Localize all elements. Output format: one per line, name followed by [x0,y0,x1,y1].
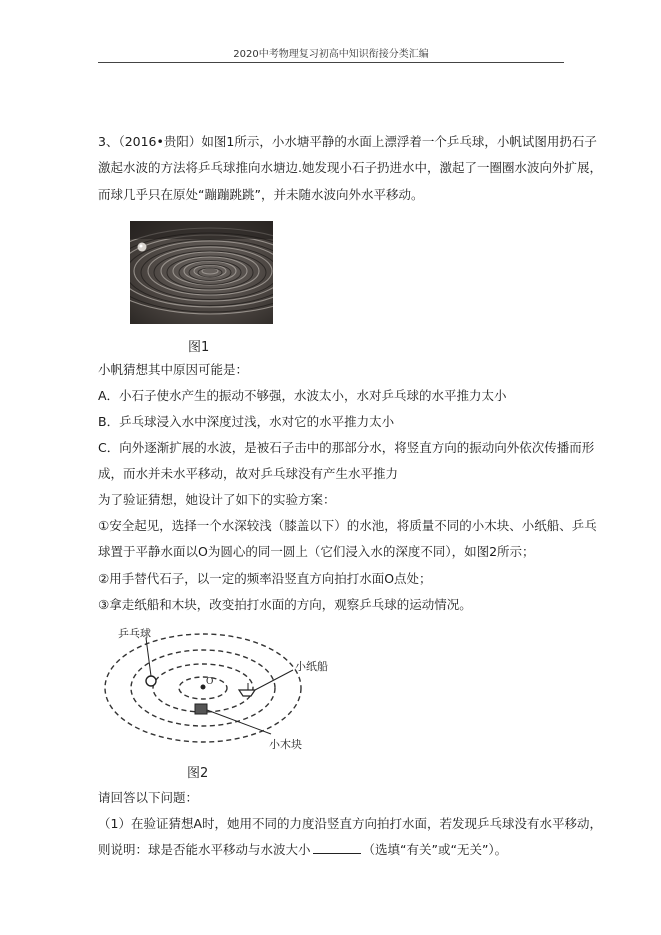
step-3: ③拿走纸船和木块，改变拍打水面的方向，观察乒乓球的运动情况。 [98,597,472,612]
question-1-line-2 [98,840,564,860]
ping-pong-ball-marker [146,676,156,686]
paper-boat-marker [239,690,255,696]
figure1-ripple-photo [130,221,273,324]
guess-intro: 小帆猜想其中原因可能是： [98,362,249,377]
center-point [201,685,206,690]
wood-block-marker [195,704,207,714]
option-a: A．小石子使水产生的振动不够强，水波太小，水对乒乓球的水平推力太小 [98,388,507,403]
ball-label: 乒乓球 [118,627,151,640]
answer-intro: 请回答以下问题： [98,790,199,805]
option-b: B．乒乓球浸入水中深度过浅，水对它的水平推力太小 [98,414,395,429]
header-divider [98,62,564,63]
question-line-1: 3、（2016•贵阳）如图1所示，小水塘平静的水面上漂浮着一个乒乓球，小帆试图用扔石子 [98,134,597,149]
question-1-text-after-blank: （选填“有关”或“无关”）。 [362,842,508,857]
block-label: 小木块 [269,738,302,751]
center-label: O [206,677,214,687]
question-1-line-1: （1）在验证猜想A时，她用不同的力度沿竖直方向拍打水面，若发现乒乓球没有水平移动， [98,816,603,831]
boat-leader-line [255,670,293,690]
figure2-diagram [103,626,343,752]
step-2: ②用手替代石子，以一定的频率沿竖直方向拍打水面O点处； [98,571,432,586]
plan-intro: 为了验证猜想，她设计了如下的实验方案： [98,492,336,507]
option-c-line-2: 成，而水并未水平移动，故对乒乓球没有产生水平推力 [98,466,399,481]
header-title: 2020中考物理复习初高中知识衔接分类汇编 [233,49,429,60]
answer-blank[interactable] [313,841,361,854]
figure2-caption: 图2 [187,766,209,781]
boat-label: 小纸船 [295,660,328,673]
step-1-line-2: 球置于平静水面以O为圆心的同一圆上（它们浸入水的深度不同），如图2所示； [98,544,535,559]
figure1-caption: 图1 [188,340,210,355]
question-1-text-before-blank: 则说明：球是否能水平移动与水波大小 [98,842,311,857]
block-leader-line [207,710,271,734]
question-line-2: 激起水波的方法将乒乓球推向水塘边.她发现小石子扔进水中，激起了一圈圈水波向外扩展， [98,160,602,175]
step-1-line-1: ①安全起见，选择一个水深较浅（膝盖以下）的水池，将质量不同的小木块、小纸船、乒乓 [98,518,597,533]
question-line-3: 而球几乎只在原处“蹦蹦跳跳”，并未随水波向外水平移动。 [98,187,424,202]
option-c-line-1: C．向外逐渐扩展的水波，是被石子击中的那部分水，将竖直方向的振动向外依次传播而形 [98,440,595,455]
